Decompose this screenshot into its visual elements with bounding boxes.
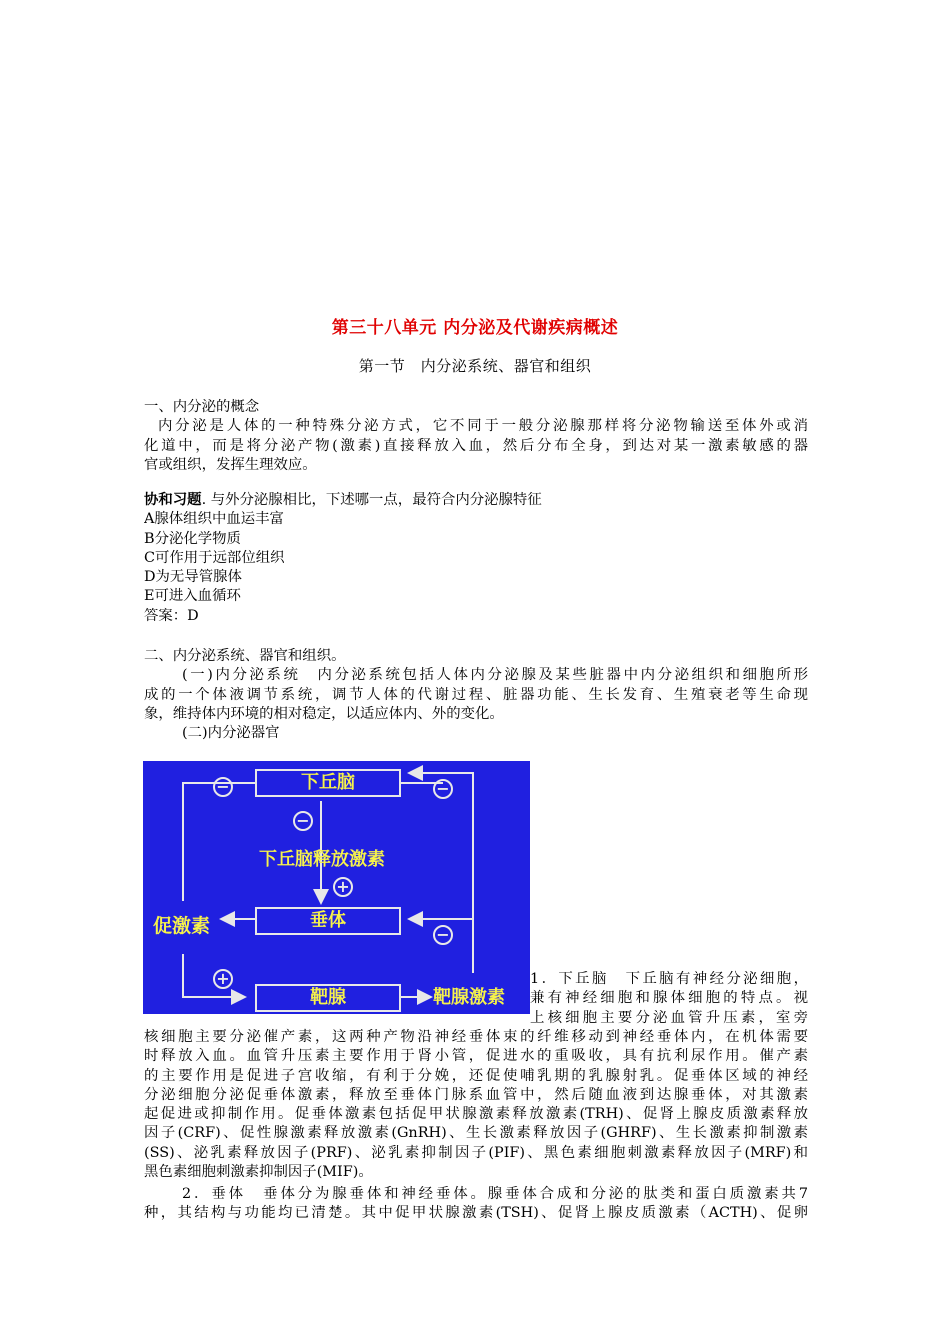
inhibit-sign: − [293, 811, 313, 831]
concept-heading: 一、内分泌的概念 [144, 399, 260, 415]
exercise-question: . 与外分泌腺相比，下述哪一点，最符合内分泌腺特征 [201, 492, 542, 508]
system-heading: 二、内分泌系统、器官和组织。 [144, 648, 346, 664]
target-hormone-label: 靶腺激素 [433, 987, 505, 1008]
concept-line: 内分泌是人体的一种特殊分泌方式，它不同于一般分泌腺那样将分泌物输送至体外或消 [158, 418, 808, 435]
concept-line: 官或组织，发挥生理效应。 [144, 456, 317, 473]
hypothalamus-line: 黑色素细胞刺激素抑制因子(MIF)。 [144, 1164, 373, 1181]
hypothalamus-line: 起促进或抑制作用。促垂体激素包括促甲状腺激素释放激素(TRH)、促肾上腺皮质激素释放 [144, 1106, 808, 1123]
hypothalamus-line: 上核细胞主要分泌血管升压素，室旁 [530, 1009, 808, 1026]
exercise-option: C可作用于远部位组织 [144, 549, 285, 566]
section-title: 第一节 内分泌系统、器官和组织 [358, 357, 592, 375]
tropic-hormone-label: 促激素 [153, 915, 211, 937]
system-line: 象，维持体内环境的相对稳定，以适应体内、外的变化。 [144, 705, 504, 722]
releasing-hormone-label: 下丘脑释放激素 [259, 849, 385, 870]
exercise-section [144, 491, 808, 626]
hypothalamus-line: 因子(CRF)、促性腺激素释放激素(GnRH)、生长激素释放因子(GHRF)、生长激素抑制激素 [144, 1125, 808, 1142]
hypothalamus-line: (SS)、泌乳素释放因子(PRF)、泌乳素抑制因子(PIF)、黑色素细胞刺激素释放因子(MRF)和 [144, 1144, 808, 1161]
unit-title: 第三十八单元 内分泌及代谢疾病概述 [331, 318, 619, 338]
hypothalamus-section [144, 1028, 808, 1182]
system-line: (一)内分泌系统 内分泌系统包括人体内分泌腺及某些脏器中内分泌组织和细胞所形 [182, 667, 808, 684]
inhibit-sign: − [433, 925, 453, 945]
exercise-option: A腺体组织中血运丰富 [144, 511, 284, 528]
exercise-option: B分泌化学物质 [144, 530, 241, 547]
endocrine-feedback-diagram [143, 761, 530, 1014]
exercise-option: D为无导管腺体 [144, 569, 242, 586]
exercise-question-line [144, 491, 808, 510]
inhibit-sign: − [433, 779, 453, 799]
hypothalamus-box: 下丘脑 [255, 769, 401, 797]
system-line: 成的一个体液调节系统，调节人体的代谢过程、脏器功能、生长发育、生殖衰老等生命现 [144, 686, 808, 703]
pituitary-line: 种，其结构与功能均已清楚。其中促甲状腺激素(TSH)、促肾上腺皮质激素（ACTH)、促卵 [144, 1205, 808, 1222]
exercise-answer: 答案：D [144, 607, 199, 624]
pituitary-section [144, 1185, 808, 1224]
pituitary-box: 垂体 [255, 907, 401, 935]
system-section [144, 647, 808, 743]
organs-heading: (二)内分泌器官 [182, 725, 280, 742]
hypothalamus-line: 核细胞主要分泌催产素，这两种产物沿神经垂体束的纤维移动到神经垂体内，在机体需要 [144, 1029, 808, 1045]
stimulate-sign: + [333, 877, 353, 897]
exercise-label: 协和习题 [144, 492, 202, 508]
concept-section [144, 398, 808, 475]
stimulate-sign: + [213, 969, 233, 989]
hypothalamus-line: 分泌细胞分泌促垂体激素，释放至垂体门脉系血管中，然后随血液到达腺垂体，对其激素 [144, 1086, 808, 1103]
exercise-option: E可进入血循环 [144, 588, 241, 605]
hypothalamus-line: 兼有神经细胞和腺体细胞的特点。视 [530, 990, 808, 1007]
pituitary-line: 2．垂体 垂体分为腺垂体和神经垂体。腺垂体合成和分泌的肽类和蛋白质激素共7 [182, 1186, 808, 1202]
hypothalamus-wrapped-text [530, 970, 808, 1028]
inhibit-sign: − [213, 777, 233, 797]
target-gland-box: 靶腺 [255, 984, 401, 1012]
hypothalamus-line: 的主要作用是促进子宫收缩，有利于分娩，还促使哺乳期的乳腺射乳。促垂体区域的神经 [144, 1067, 808, 1084]
concept-line: 化道中，而是将分泌产物(激素)直接释放入血，然后分布全身，到达对某一激素敏感的器 [144, 437, 808, 454]
hypothalamus-line: 时释放入血。血管升压素主要作用于肾小管，促进水的重吸收，具有抗利尿作用。催产素 [144, 1048, 808, 1065]
hypothalamus-line: 1．下丘脑 下丘脑有神经分泌细胞， [530, 971, 808, 987]
